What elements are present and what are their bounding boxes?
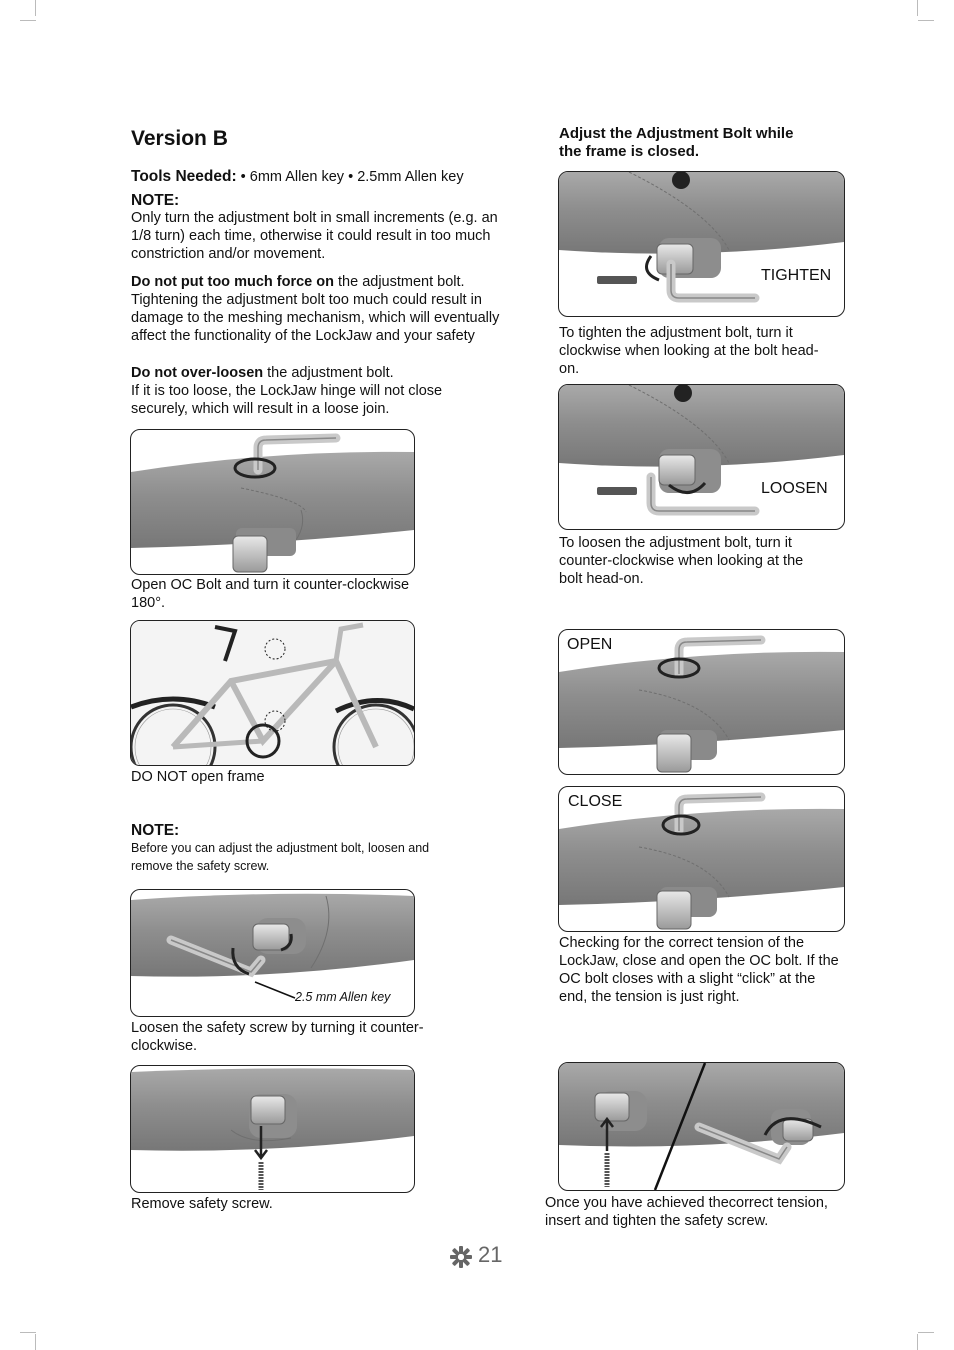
- close-label: CLOSE: [568, 793, 623, 810]
- force-rest: the adjustment bolt. Tightening the adjustment bolt too much could result in damage to the meshing mechanism, which will eventually affect the functionality of the LockJaw and your safety: [131, 274, 500, 344]
- safety-screw-loosen-illustration: [130, 889, 415, 1017]
- page-title: Version B: [131, 127, 228, 150]
- tools-needed: [131, 168, 511, 186]
- gear-logo-icon: [449, 1245, 473, 1269]
- loosen-rest: the adjustment bolt.: [263, 365, 394, 381]
- tools-value: • 6mm Allen key • 2.5mm Allen key: [236, 169, 464, 185]
- allen-key-label: 2.5 mm Allen key: [295, 990, 391, 1004]
- open-illustration: [558, 629, 845, 775]
- note2-body: Before you can adjust the adjustment bolt, loosen and remove the safety screw.: [131, 841, 430, 873]
- force-warning: [131, 273, 501, 345]
- loosen-bold: Do not over-loosen: [131, 365, 264, 381]
- loosen-warning: [131, 364, 501, 382]
- caption-oc-bolt: Open OC Bolt and turn it counter-clockwise 180°.: [131, 577, 410, 611]
- bike-illustration: [130, 620, 415, 766]
- caption-do-not-open: DO NOT open frame: [131, 769, 265, 785]
- loosen-body: If it is too loose, the LockJaw hinge will not close securely, which will result in a loose join.: [131, 383, 443, 417]
- tools-label: Tools Needed:: [131, 168, 237, 185]
- insert-screw-illustration: [558, 1062, 845, 1191]
- loosen-label: LOOSEN: [761, 480, 828, 497]
- close-illustration: [558, 786, 845, 932]
- right-heading: Adjust the Adjustment Bolt while the frame is closed.: [559, 125, 794, 160]
- force-bold: Do not put too much force on: [131, 274, 334, 290]
- caption-loosen: To loosen the adjustment bolt, turn it counter-clockwise when looking at the bolt head-on.: [559, 535, 804, 587]
- caption-loosen-safety-screw: Loosen the safety screw by turning it counter-clockwise.: [131, 1020, 424, 1054]
- caption-tighten: To tighten the adjustment bolt, turn it clockwise when looking at the bolt head-on.: [559, 325, 819, 377]
- tighten-label: TIGHTEN: [761, 267, 832, 284]
- open-label: OPEN: [567, 636, 613, 653]
- caption-check-tension: Checking for the correct tension of the LockJaw, close and open the OC bolt. If the OC bolt closes with a slight “click” at the end, the tension is just right.: [559, 935, 839, 1005]
- loosen-illustration: [558, 384, 845, 530]
- tighten-illustration: [558, 171, 845, 317]
- page-number: 21: [478, 1242, 503, 1267]
- caption-insert-screw: Once you have achieved thecorrect tension, insert and tighten the safety screw.: [545, 1195, 828, 1229]
- note2-heading: NOTE:: [131, 822, 180, 839]
- note1-heading: NOTE:: [131, 192, 180, 209]
- note1-body: Only turn the adjustment bolt in small increments (e.g. an 1/8 turn) each time, otherwise it could result in too much constriction and/or movement.: [131, 210, 498, 262]
- caption-remove-screw: Remove safety screw.: [131, 1196, 273, 1212]
- oc-bolt-illustration: [130, 429, 415, 575]
- remove-screw-illustration: [130, 1065, 415, 1193]
